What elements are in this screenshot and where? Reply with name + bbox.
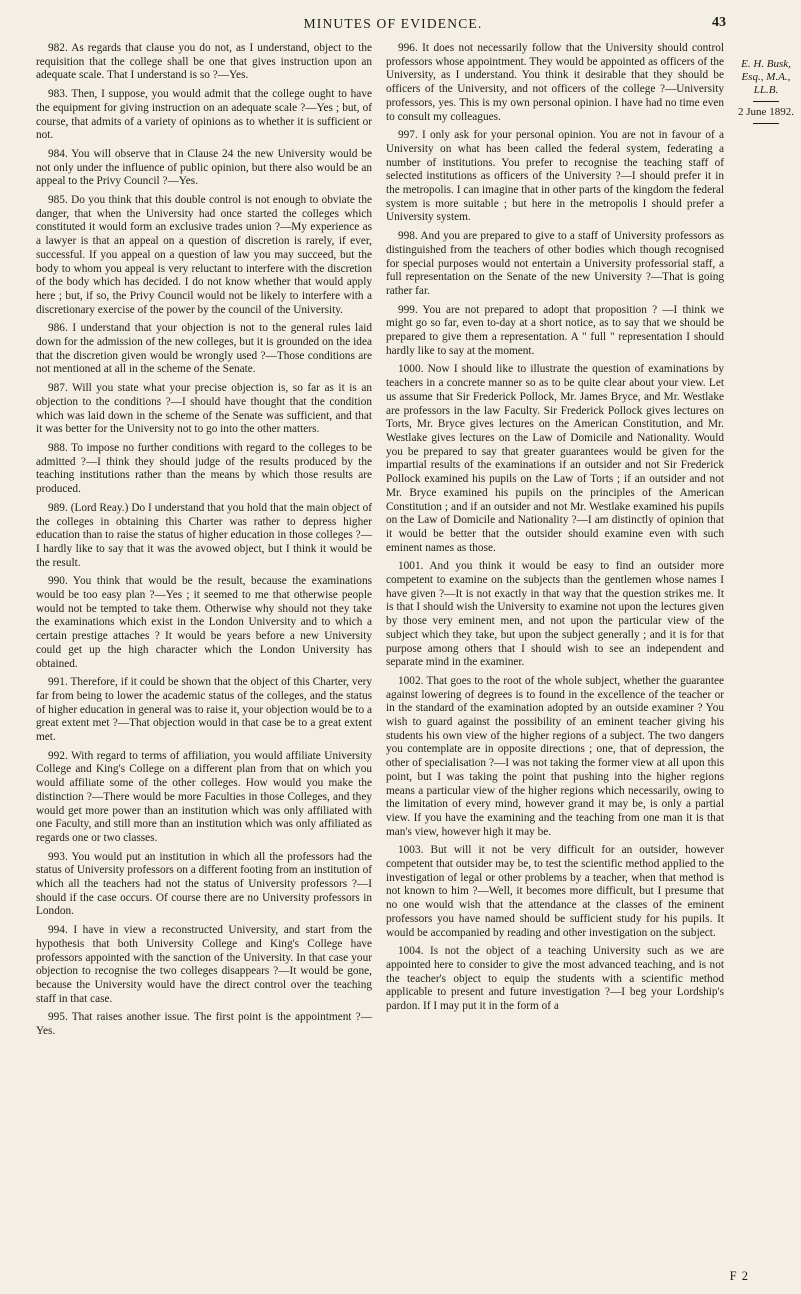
page-header <box>60 16 726 36</box>
question-paragraph: 982. As regards that clause you do not, as I understand, object to the requisition that the college shall be one that gives instruction upon an adequate scale. That I understand is so ?—Yes. <box>36 42 372 82</box>
question-paragraph: 989. (Lord Reay.) Do I understand that you hold that the main object of the colleges in obtaining this Charter was rather to depress higher education than to raise the status of higher education in those colleges ?—I hardly like to say that it was the avowed object, but I think it would be the result. <box>36 501 372 569</box>
question-paragraph: 994. I have in view a reconstructed University, and start from the hypothesis that both University College and King's College have professors appointed with the sanction of the University. In that case your objection to recognise the two colleges disappears ?—It would be gone, because the University would have the direct control over the teaching staff in that case. <box>36 924 372 1005</box>
question-paragraph: 999. You are not prepared to adopt that proposition ? —I think we might go so far, even to-day at a short notice, as to say that we should be prepared to give them a representation. A " full " representation I should hardly like to say at the moment. <box>386 303 724 357</box>
question-paragraph: 988. To impose no further conditions with regard to the colleges to be admitted ?—I think they should judge of the results produced by the teaching institutions rather than the means by which those results are produced. <box>36 441 372 496</box>
question-paragraph: 1004. Is not the object of a teaching University such as we are appointed here to consider to give the most advanced teaching, and is not the teacher's object to equip the students with a scientific method applicable to present and future investigation ?—I beg your Lordship's pardon. If I may put it in the form of a <box>386 945 724 1013</box>
question-paragraph: 998. And you are prepared to give to a staff of University professors as distinguished from the teachers of other bodies which though recognised for special purposes would not entertain a University professorial staff, a full representation on the Senate of the new University ?—That is going rather far. <box>386 230 724 297</box>
question-paragraph: 984. You will observe that in Clause 24 the new University would be not only under the influence of public opinion, but there also would be an appeal to the Privy Council ?—Yes. <box>36 147 372 188</box>
question-paragraph: 1003. But will it not be very difficult for an outsider, however competent that outsider may be, to test the scientific method applied to the investigation of legal or other problems by a teacher, when that method is not known to him ?—Well, it becomes more difficult, but I presume that no one would wish that the attendance at the classes of the eminent professors you have named should be sufficient study for his pupils. It would be accompanied by reading and other investigation on the subject. <box>386 844 724 939</box>
right-column <box>386 42 724 1014</box>
question-paragraph: 986. I understand that your objection is not to the general rules laid down for the admission of the new colleges, but it is grounded on the idea that the discretion given would be wrongly used ?—Those conditions are not mentioned at all in the scheme of the Senate. <box>36 322 372 376</box>
witness-name-line-1: E. H. Busk, <box>741 58 791 70</box>
margin-divider <box>753 123 779 124</box>
witness-name-line-3: LL.B. <box>753 84 779 96</box>
question-paragraph: 1000. Now I should like to illustrate the question of examinations by teachers in a concrete manner so as to be quite clear about your view. Let us assume that Sir Frederick Pollock, Mr. James Bryce, and Mr. Westlake are professors in the law Faculty. Sir Frederick Pollock gives lectures on Torts, Mr. Bryce gives lectures on the American Constitution, and Mr. Westlake gives lectures on the Law of Domicile and Nationality. Would you be prepared to say that greater guarantees would be given for the impartial results of the examinations if an outsider and not Sir Frederick Pollock examined his pupils on the Law of Torts ; if an outsider and not Mr. Bryce examined his pupils on the principles of the American Constitution ; and if an outsider and not Mr. Westlake examined his pupils on the Law of Domicile and Nationality ?—I am distinctly of opinion that it would be better that the outsider should examine even with such eminent names as those. <box>386 363 724 554</box>
margin-note <box>735 58 797 124</box>
question-paragraph: 985. Do you think that this double control is not enough to obviate the danger, that when the University had once started the colleges which constituted it would form an exclusive trades union ?—My experience as a lawyer is that an appeal on a question of discretion is rarely, if ever, successful. If you appeal on a question of law you may succeed, but the body to whom you appeal is very reluctant to interfere with the discretion of the body which has decided. I do not know whether that would apply here ; but, if so, the Privy Council would not be likely to interfere with a discretionary exercise of the power by the council of the University. <box>36 194 372 316</box>
question-paragraph: 1001. And you think it would be easy to find an outsider more competent to examine on the subjects than the gentlemen whose names I have given ?—It is not exactly in that way that the question strikes me. It is that I should wish the University to examine not upon the lectures given by those very eminent men, and not upon the particular view of the subject which they take, but upon the subject generally ; and it is for that purpose among others that I should wish to see an independent and separate mind in the examiner. <box>386 560 724 669</box>
question-paragraph: 1002. That goes to the root of the whole subject, whether the guarantee against lowering of degrees is to found in the excellence of the teacher or in the standard of the examination adopted by an outside examiner ? You wish to guard against the possibility of an eminent teacher giving his students his own view of the higher regions of a subject. The two dangers you contemplate are in opposite directions ; one, that of depression, the other of specialisation ?—I was not taking the former view at all upon this point, but I was taking the point that pushing into the higher regions means a particular view of the higher regions which necessarily, owing to the limitation of every mind, however grand it may be, is only a partial view. If you have the examining and the teaching from one man it is that man's view, however high it may be. <box>386 674 724 838</box>
margin-divider <box>753 101 779 102</box>
running-title: MINUTES OF EVIDENCE. <box>303 16 483 31</box>
left-column <box>36 42 372 1039</box>
question-paragraph: 992. With regard to terms of affiliation, you would affiliate University College and King's College on a different plan from that on which you would affiliate some of the other colleges. How would you make the distinction ?—There would be more Faculties in those Colleges, and they would get more power than an institution which was only affiliated with one Faculty, and still more than an institution which was only affiliated as regards one or two classes. <box>36 749 372 844</box>
page-number: 43 <box>712 15 726 30</box>
question-paragraph: 993. You would put an institution in which all the professors had the status of University professors on a different footing from an institution of which all the teachers had not the status of University professors ?—I should if the case occurs. Of course there are no University professors in London. <box>36 850 372 918</box>
question-paragraph: 995. That raises another issue. The first point is the appointment ?—Yes. <box>36 1011 372 1038</box>
question-paragraph: 990. You think that would be the result, because the examinations would be too easy plan ?—Yes ; it seemed to me that otherwise people would not be tempted to take them. Otherwise why should not they take the examinations which exist in the London University and to which a certain prestige attaches ? It would be years before a new University could get up the high character which the London University has obtained. <box>36 575 372 670</box>
evidence-date: 2 June 1892. <box>738 106 794 118</box>
question-paragraph: 987. Will you state what your precise objection is, so far as it is an objection to the conditions ?—I should have thought that the condition which was laid down in the scheme of the Senate was sufficient, and that it was better for the University not to go into the other matters. <box>36 382 372 436</box>
question-paragraph: 997. I only ask for your personal opinion. You are not in favour of a University on what has been called the federal system, federating a number of institutions. You prefer to recognise the teaching staff of selected institutions as officers of the University ?—I should prefer it in the metropolis. I can imagine that in other parts of the kingdom the federal system is more suitable ; but here in the metropolis I should prefer a University system. <box>386 129 724 224</box>
question-paragraph: 996. It does not necessarily follow that the University should control professors whose appointment. They would be appointed as officers of the University, as I understand. You think it desirable that they should be officers of the University, and not officers of the college ?—University professors, yes. This is my own personal opinion. I have had no time even to consult my colleagues. <box>386 42 724 123</box>
witness-name-line-2: Esq., M.A., <box>741 71 791 83</box>
question-paragraph: 983. Then, I suppose, you would admit that the college ought to have the equipment for giving instruction on an adequate scale ?—Yes ; but, of course, that admits of a variety of opinions as to whether it is sufficient or not. <box>36 88 372 142</box>
question-paragraph: 991. Therefore, if it could be shown that the object of this Charter, very far from being to lower the academic status of the colleges, and the status of higher education in general was to raise it, your objection would be to a great extent met ?—That objection would in that case be to a great extent met. <box>36 676 372 744</box>
signature-mark: F 2 <box>729 1269 749 1283</box>
